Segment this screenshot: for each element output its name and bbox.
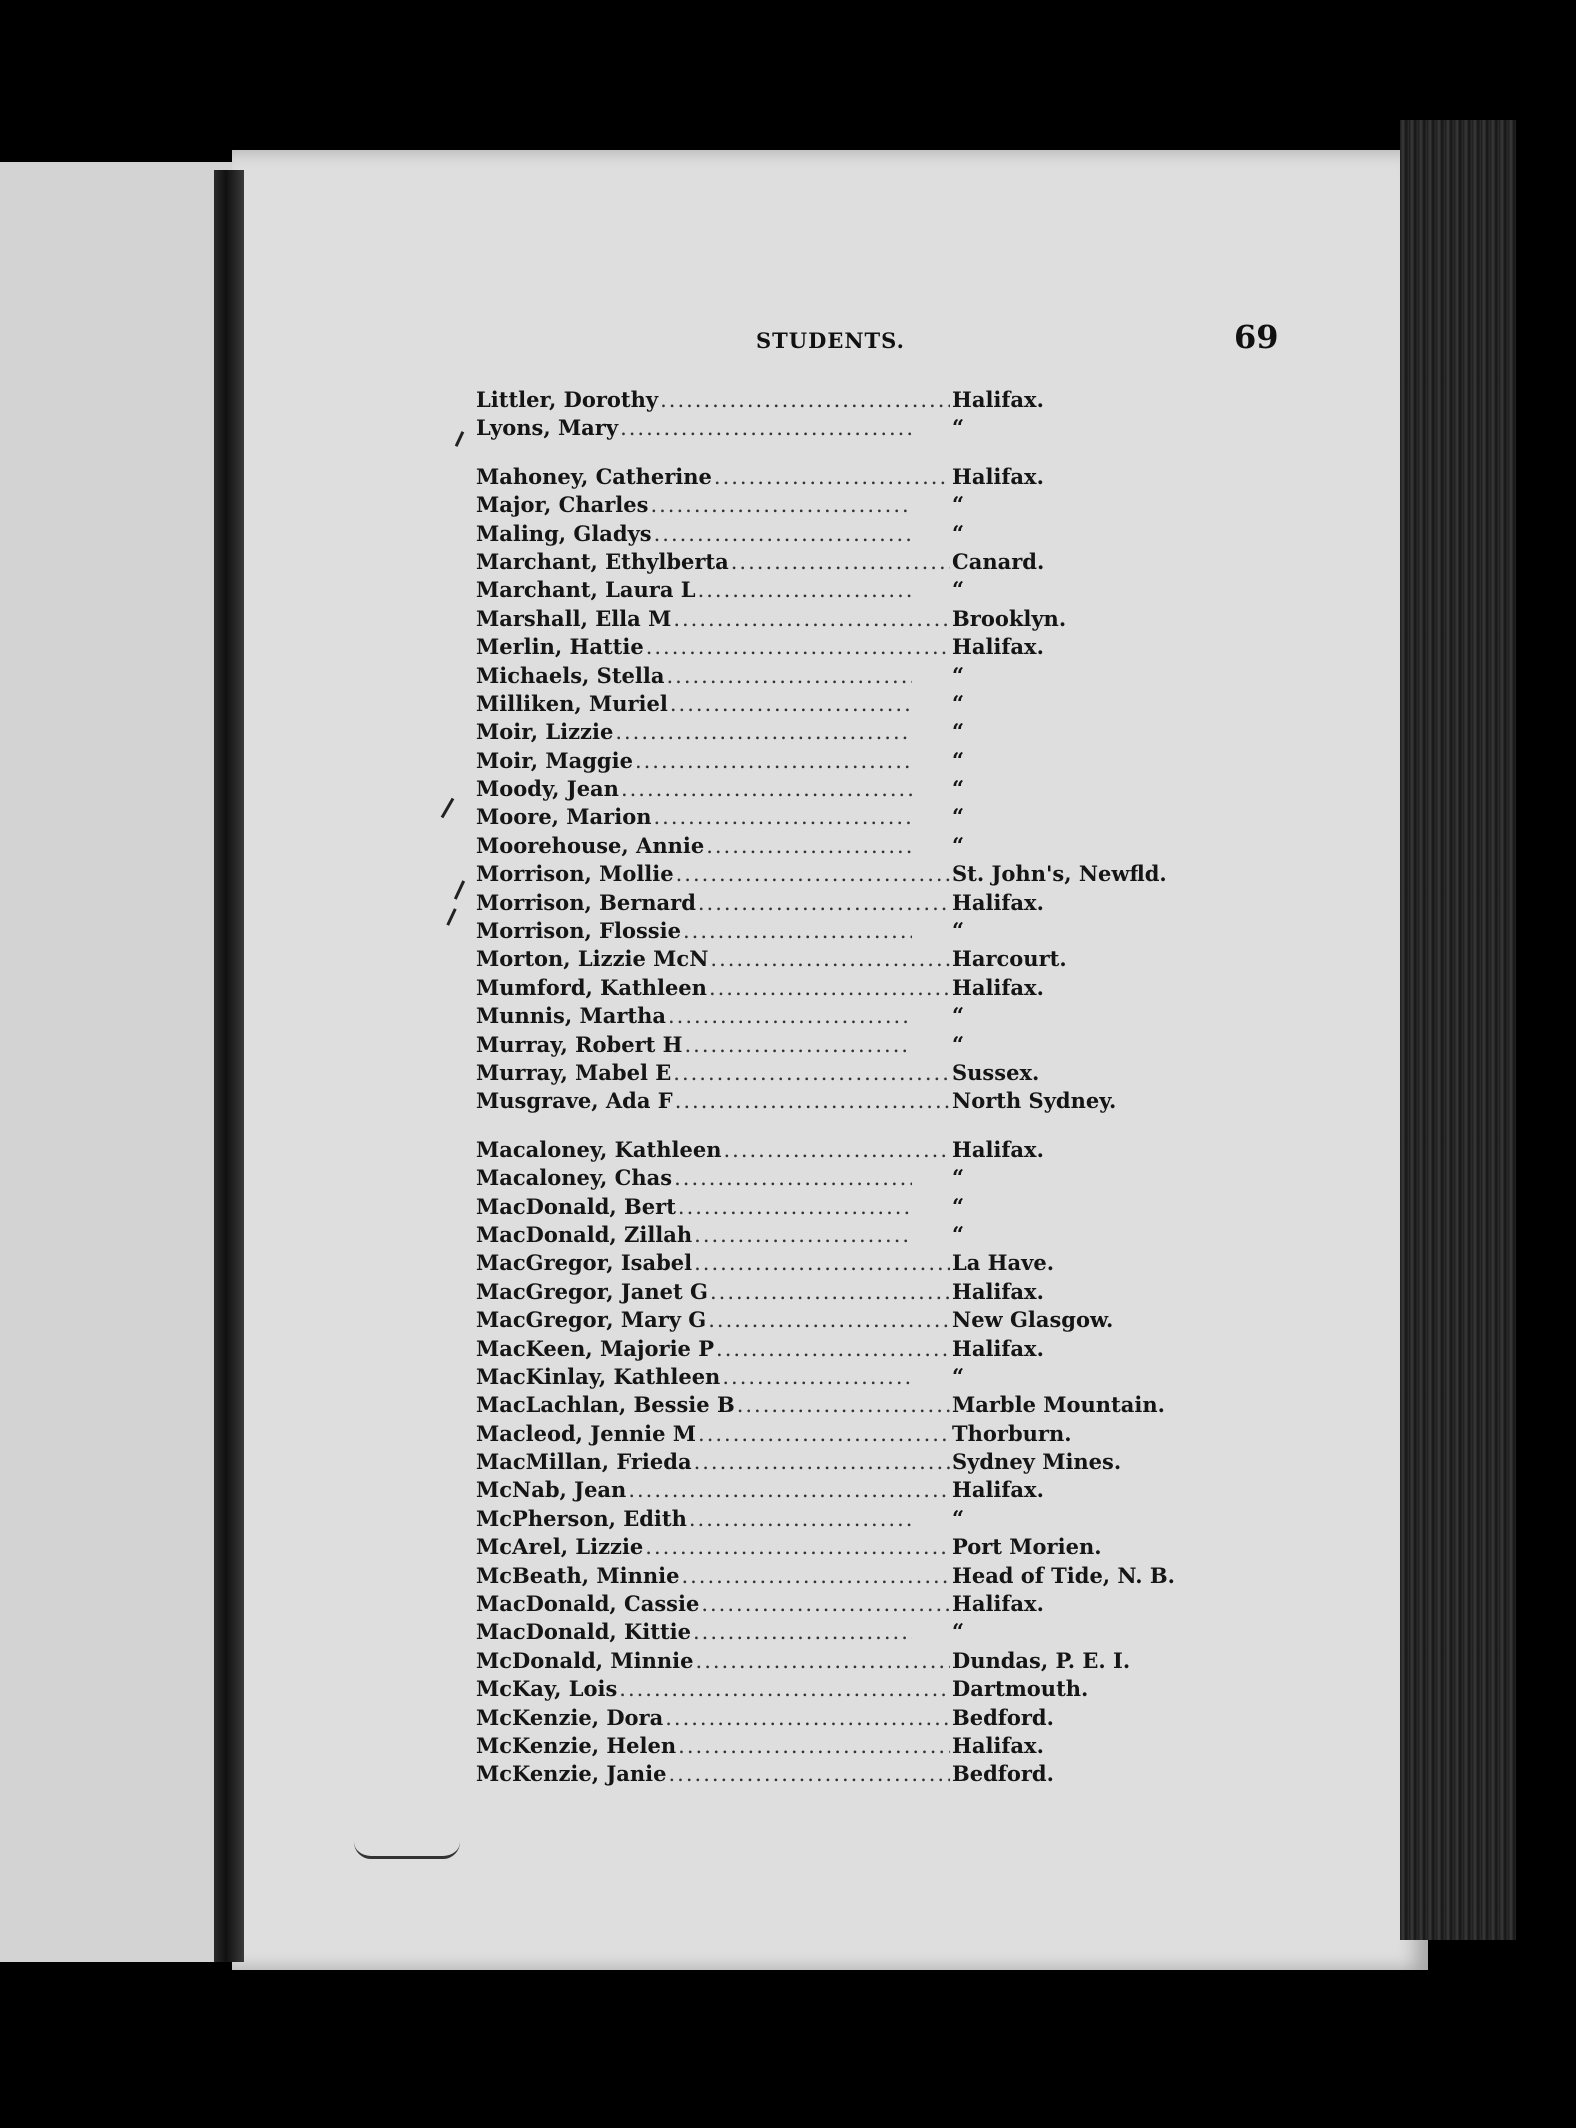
student-name: Moore, Marion	[476, 804, 652, 830]
student-hometown: Halifax.	[952, 1278, 1044, 1304]
list-item	[476, 1031, 1196, 1059]
student-name: MacGregor, Mary G	[476, 1307, 707, 1333]
student-hometown: New Glasgow.	[952, 1307, 1114, 1333]
student-hometown: Port Morien.	[952, 1534, 1102, 1560]
dot-leader	[650, 491, 912, 519]
list-item	[476, 1221, 1196, 1249]
dot-leader	[698, 576, 912, 604]
student-hometown: “	[952, 918, 965, 944]
book-gutter	[214, 170, 244, 1962]
student-hometown: Canard.	[952, 548, 1045, 574]
dot-leader	[731, 548, 950, 576]
student-name: Morrison, Flossie	[476, 918, 681, 944]
dot-leader	[635, 747, 912, 775]
student-hometown: Halifax.	[952, 1136, 1044, 1162]
student-name: Moir, Maggie	[476, 747, 633, 773]
student-hometown: “	[952, 520, 965, 546]
list-item	[476, 1533, 1196, 1561]
page-number: 69	[1234, 318, 1279, 356]
student-hometown: “	[952, 776, 965, 802]
student-name: McKay, Lois	[476, 1676, 618, 1702]
student-hometown: Sydney Mines.	[952, 1449, 1122, 1475]
dot-leader	[669, 1760, 951, 1788]
student-hometown: “	[952, 1505, 965, 1531]
list-item	[476, 662, 1196, 690]
student-hometown: “	[952, 1221, 965, 1247]
student-name: MacGregor, Isabel	[476, 1250, 693, 1276]
student-hometown: “	[952, 804, 965, 830]
list-item	[476, 1476, 1196, 1504]
student-hometown: Dundas, P. E. I.	[952, 1647, 1131, 1673]
student-name: McKenzie, Helen	[476, 1732, 677, 1758]
student-name: Moir, Lizzie	[476, 719, 614, 745]
list-item	[476, 690, 1196, 718]
list-item	[476, 1505, 1196, 1533]
list-item	[476, 463, 1196, 491]
student-hometown: Halifax.	[952, 1335, 1044, 1361]
list-item	[476, 1164, 1196, 1192]
pencil-mark	[454, 880, 465, 899]
dot-leader	[709, 974, 950, 1002]
student-name: MacDonald, Bert	[476, 1193, 676, 1219]
student-name: Mahoney, Catherine	[476, 463, 712, 489]
student-hometown: “	[952, 415, 965, 441]
student-name: Milliken, Muriel	[476, 690, 668, 716]
list-item	[476, 386, 1196, 414]
student-name: MacKeen, Majorie P	[476, 1335, 715, 1361]
student-hometown: Halifax.	[952, 387, 1044, 412]
student-name: MacLachlan, Bessie B	[476, 1392, 735, 1418]
student-name: McKenzie, Janie	[476, 1761, 667, 1787]
dot-leader	[673, 605, 950, 633]
dot-leader	[723, 1136, 950, 1164]
dot-leader	[696, 1647, 950, 1675]
dot-leader	[676, 860, 950, 888]
student-hometown: Halifax.	[952, 1591, 1044, 1617]
student-hometown: “	[952, 577, 965, 603]
student-hometown: “	[952, 492, 965, 518]
student-hometown: Harcourt.	[952, 946, 1067, 972]
dot-leader	[619, 1675, 950, 1703]
dot-leader	[689, 1505, 912, 1533]
student-hometown: Brooklyn.	[952, 605, 1067, 631]
dot-leader	[628, 1476, 950, 1504]
student-name: Murray, Mabel E	[476, 1059, 672, 1085]
list-item	[476, 718, 1196, 746]
list-item	[476, 917, 1196, 945]
list-item	[476, 576, 1196, 604]
dot-leader	[684, 1031, 912, 1059]
list-item	[476, 1448, 1196, 1476]
student-hometown: Sussex.	[952, 1059, 1040, 1085]
student-name: Marchant, Ethylberta	[476, 548, 729, 574]
list-item	[476, 1363, 1196, 1391]
list-item	[476, 1618, 1196, 1646]
student-hometown: Bedford.	[952, 1761, 1054, 1787]
student-name: Macaloney, Kathleen	[476, 1136, 722, 1162]
student-name: McDonald, Minnie	[476, 1647, 694, 1673]
dot-leader	[621, 775, 912, 803]
list-item	[476, 1760, 1196, 1788]
student-hometown: La Have.	[952, 1250, 1055, 1276]
student-hometown: “	[952, 1363, 965, 1389]
dot-leader	[668, 1002, 912, 1030]
dot-leader	[675, 1087, 950, 1115]
student-hometown: “	[952, 832, 965, 858]
student-hometown: “	[952, 747, 965, 773]
dot-leader	[645, 1533, 950, 1561]
list-item	[476, 1590, 1196, 1618]
page-stack-edge	[1400, 120, 1516, 1940]
student-name: McBeath, Minnie	[476, 1562, 680, 1588]
list-item	[476, 803, 1196, 831]
list-item	[476, 520, 1196, 548]
dot-leader	[654, 520, 912, 548]
dot-leader	[694, 1249, 950, 1277]
dot-leader	[653, 803, 912, 831]
pencil-mark	[441, 798, 455, 819]
student-list	[476, 386, 1196, 1789]
dot-leader	[683, 917, 912, 945]
student-hometown: Halifax.	[952, 634, 1044, 660]
list-item	[476, 1249, 1196, 1277]
list-item	[476, 1675, 1196, 1703]
student-hometown: Halifax.	[952, 974, 1044, 1000]
student-name: MacGregor, Janet G	[476, 1278, 708, 1304]
student-name: Merlin, Hattie	[476, 634, 644, 660]
dot-leader	[666, 662, 912, 690]
list-item	[476, 832, 1196, 860]
facing-page-edge	[0, 162, 232, 1962]
dot-leader	[698, 1420, 950, 1448]
student-hometown: Halifax.	[952, 1477, 1044, 1503]
student-name: Morrison, Mollie	[476, 861, 674, 887]
dot-leader	[674, 1164, 912, 1192]
student-hometown: Halifax.	[952, 1732, 1044, 1758]
list-item	[476, 1335, 1196, 1363]
student-name: Musgrave, Ada F	[476, 1088, 673, 1114]
student-hometown: Marble Mountain.	[952, 1392, 1165, 1418]
student-name: MacMillan, Frieda	[476, 1449, 692, 1475]
dot-leader	[710, 1278, 950, 1306]
dot-leader	[708, 1306, 950, 1334]
dot-leader	[716, 1335, 950, 1363]
pencil-mark	[446, 908, 456, 926]
student-name: Marshall, Ella M	[476, 605, 672, 631]
list-item	[476, 633, 1196, 661]
student-name: Michaels, Stella	[476, 662, 665, 688]
pencil-curve	[354, 1842, 460, 1859]
dot-leader	[681, 1562, 950, 1590]
dot-leader	[694, 1448, 950, 1476]
student-hometown: “	[952, 1031, 965, 1057]
student-hometown: “	[952, 1003, 965, 1029]
student-name: Littler, Dorothy	[476, 387, 659, 412]
student-hometown: St. John's, Newfld.	[952, 861, 1167, 887]
student-name: McArel, Lizzie	[476, 1534, 644, 1560]
student-name: Moody, Jean	[476, 776, 619, 802]
list-item	[476, 605, 1196, 633]
student-name: MacDonald, Zillah	[476, 1221, 693, 1247]
list-item	[476, 1136, 1196, 1164]
dot-leader	[665, 1704, 950, 1732]
dot-leader	[722, 1363, 912, 1391]
dot-leader	[710, 945, 950, 973]
section-gap	[476, 1116, 1196, 1136]
list-item	[476, 747, 1196, 775]
student-hometown: Head of Tide, N. B.	[952, 1562, 1175, 1588]
student-hometown: North Sydney.	[952, 1088, 1117, 1114]
student-hometown: “	[952, 1619, 965, 1645]
student-hometown: Thorburn.	[952, 1420, 1072, 1446]
list-item	[476, 1391, 1196, 1419]
list-item	[476, 1732, 1196, 1760]
student-hometown: Bedford.	[952, 1704, 1054, 1730]
list-item	[476, 1562, 1196, 1590]
student-name: Major, Charles	[476, 492, 649, 518]
student-name: MacDonald, Kittie	[476, 1619, 691, 1645]
student-name: Moorehouse, Annie	[476, 832, 705, 858]
student-hometown: “	[952, 1165, 965, 1191]
student-name: Mumford, Kathleen	[476, 974, 707, 1000]
student-hometown: Halifax.	[952, 463, 1044, 489]
list-item	[476, 414, 1196, 442]
dot-leader	[678, 1193, 912, 1221]
list-item	[476, 889, 1196, 917]
student-name: MacDonald, Cassie	[476, 1591, 700, 1617]
list-item	[476, 548, 1196, 576]
dot-leader	[678, 1732, 950, 1760]
student-name: McNab, Jean	[476, 1477, 627, 1503]
list-item	[476, 1087, 1196, 1115]
list-item	[476, 1059, 1196, 1087]
list-item	[476, 1002, 1196, 1030]
student-name: Lyons, Mary	[476, 415, 619, 441]
student-name: Morrison, Bernard	[476, 889, 696, 915]
dot-leader	[673, 1059, 950, 1087]
list-item	[476, 1704, 1196, 1732]
student-hometown: “	[952, 719, 965, 745]
dot-leader	[620, 414, 912, 442]
dot-leader	[646, 633, 950, 661]
list-item	[476, 945, 1196, 973]
student-hometown: Dartmouth.	[952, 1676, 1089, 1702]
student-name: Morton, Lizzie McN	[476, 946, 709, 972]
dot-leader	[615, 718, 912, 746]
student-hometown: “	[952, 1193, 965, 1219]
dot-leader	[693, 1618, 912, 1646]
dot-leader	[660, 386, 950, 414]
dot-leader	[694, 1221, 912, 1249]
student-name: MacKinlay, Kathleen	[476, 1363, 721, 1389]
running-head: STUDENTS.	[756, 328, 905, 353]
student-name: Macaloney, Chas	[476, 1165, 673, 1191]
list-item	[476, 1647, 1196, 1675]
student-hometown: “	[952, 662, 965, 688]
student-name: Maling, Gladys	[476, 520, 652, 546]
student-name: Macleod, Jennie M	[476, 1420, 697, 1446]
student-name: Munnis, Martha	[476, 1003, 666, 1029]
dot-leader	[701, 1590, 950, 1618]
list-item	[476, 974, 1196, 1002]
list-item	[476, 1278, 1196, 1306]
list-item	[476, 491, 1196, 519]
dot-leader	[706, 832, 912, 860]
list-item	[476, 1306, 1196, 1334]
student-name: McPherson, Edith	[476, 1505, 687, 1531]
list-item	[476, 1420, 1196, 1448]
student-hometown: “	[952, 690, 965, 716]
section-gap	[476, 443, 1196, 463]
list-item	[476, 1193, 1196, 1221]
list-item	[476, 860, 1196, 888]
pencil-mark	[455, 431, 464, 447]
student-name: McKenzie, Dora	[476, 1704, 664, 1730]
dot-leader	[698, 889, 950, 917]
student-hometown: Halifax.	[952, 889, 1044, 915]
dot-leader	[714, 463, 950, 491]
list-item	[476, 775, 1196, 803]
student-name: Marchant, Laura L	[476, 577, 696, 603]
student-name: Murray, Robert H	[476, 1031, 683, 1057]
dot-leader	[670, 690, 912, 718]
dot-leader	[737, 1391, 950, 1419]
